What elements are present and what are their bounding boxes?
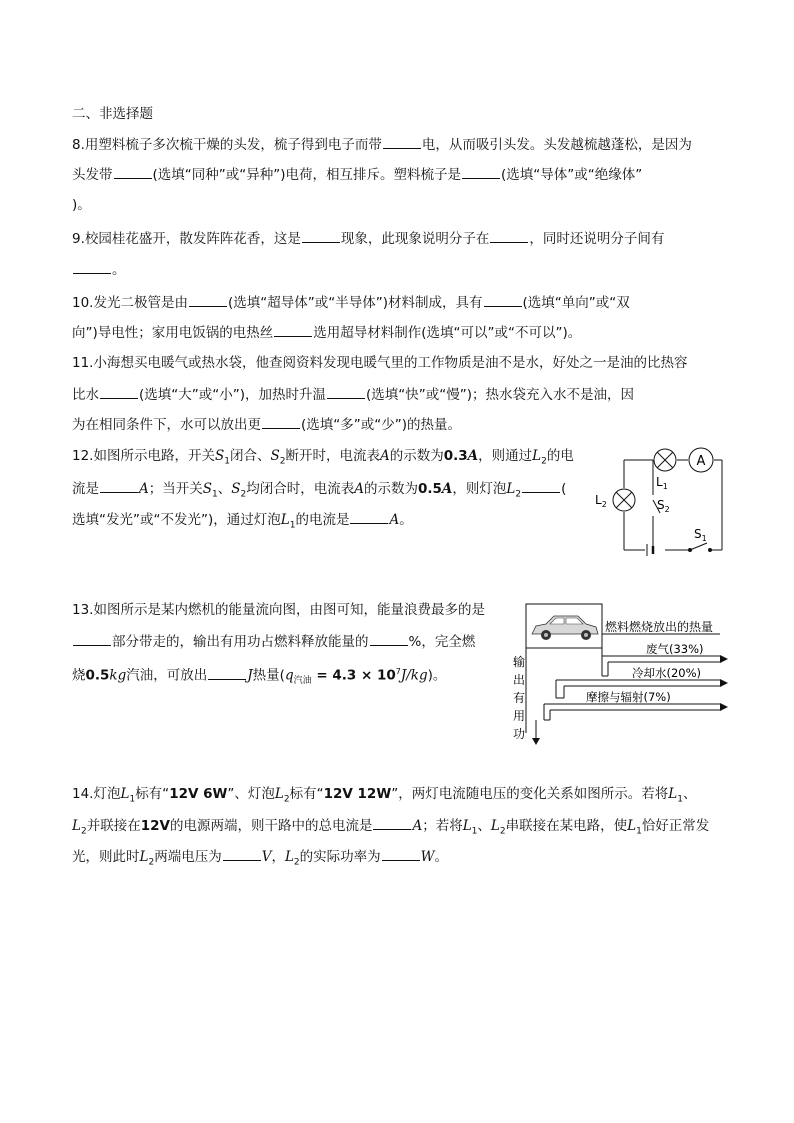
answer-blank[interactable]: [302, 228, 340, 243]
svg-text:有: 有: [513, 691, 526, 705]
q11-line-3: 为在相同条件下，水可以放出更 (选填“多”或“少”)的热量。: [72, 414, 461, 435]
label-cooling-water: 冷却水(20%): [632, 666, 702, 680]
energy-flow-diagram: [508, 600, 738, 745]
answer-blank[interactable]: [350, 509, 388, 524]
answer-blank[interactable]: [490, 228, 528, 243]
answer-blank[interactable]: [522, 478, 560, 493]
svg-text:出: 出: [513, 673, 526, 687]
answer-blank[interactable]: [100, 478, 138, 493]
answer-blank[interactable]: [73, 631, 111, 646]
svg-text:L1: $L_1$: [656, 475, 668, 491]
answer-blank[interactable]: [73, 259, 111, 274]
q13-line-2: 部分带走的，输出有用功占燃料释放能量的 %，完全燃: [72, 631, 475, 652]
answer-blank[interactable]: [327, 384, 365, 399]
q12-line-2: 流是 A；当开关$S_1$、$S_2$均闭合时，电流表A的示数为0.5A，则灯泡$L_2$ (: [72, 478, 566, 505]
svg-text:S2: $S_2$: [657, 498, 670, 514]
answer-blank[interactable]: [262, 414, 300, 429]
switch-s1: [689, 543, 712, 552]
section-title: 二、非选择题: [72, 106, 153, 122]
answer-blank[interactable]: [208, 665, 246, 680]
ammeter: [689, 448, 713, 472]
svg-text:S1: $S_1$: [694, 527, 707, 543]
q14-line-2: $L_2$并联接在12V的电源两端，则干路中的总电流是 A；若将$L_1$、$L_2$串联接在某电路，使$L_1$恰好正常发: [72, 815, 709, 842]
q8-line-2: 头发带 (选填“同种”或“异种”)电荷，相互排斥。塑料梳子是 (选填“导体”或“绝缘体”: [72, 164, 642, 185]
q12-line-3: 选填“发光”或“不发光”)，通过灯泡$L_1$的电流是 A。: [72, 509, 413, 536]
q13-line-1: 13.如图所示是某内燃机的能量流向图，由图可知，能量浪费最多的是: [72, 602, 485, 618]
lamp-l1: [654, 449, 676, 471]
car-icon: [532, 616, 598, 640]
answer-blank[interactable]: [383, 134, 421, 149]
answer-blank[interactable]: [114, 164, 152, 179]
answer-blank[interactable]: [189, 292, 227, 307]
q12-line-1: 12.如图所示电路，开关$S_1$闭合、$S_2$断开时，电流表A的示数为0.3A，则通过$L_2$的电: [72, 448, 574, 467]
battery: [647, 544, 653, 556]
q8-line-3: )。: [72, 197, 91, 213]
label-fuel-heat: 燃料燃烧放出的热量: [605, 620, 714, 634]
q14-line-1: 14.灯泡$L_1$标有“12V 6W”、灯泡$L_2$标有“12V 12W”，两灯电流随电压的变化关系如图所示。若将$L_1$、: [72, 786, 697, 805]
svg-text:L2: $L_2$: [595, 493, 607, 509]
lamp-l2: [613, 489, 635, 511]
q9-line-1: 9.校园桂花盛开，散发阵阵花香，这是 现象，此现象说明分子在 ，同时还说明分子间有: [72, 228, 664, 249]
label-useful-work: [513, 654, 525, 741]
svg-text:用: 用: [513, 709, 526, 723]
answer-blank[interactable]: [373, 815, 411, 830]
q11-line-1: 11.小海想买电暖气或热水袋，他查阅资料发现电暖气里的工作物质是油不是水，好处之一是油的比热容: [72, 355, 688, 371]
svg-text:功: 功: [513, 727, 526, 741]
answer-blank[interactable]: [100, 384, 138, 399]
svg-text:输: 输: [513, 655, 526, 669]
q14-line-3: 光，则此时$L_2$两端电压为 V，$L_2$的实际功率为 W。: [72, 846, 448, 873]
answer-blank[interactable]: [462, 164, 500, 179]
answer-blank[interactable]: [370, 631, 408, 646]
label-waste-gas: 废气(33%): [646, 642, 704, 656]
q10-line-2: 向”)导电性；家用电饭锅的电热丝 选用超导材料制作(选填“可以”或“不可以”)。: [72, 322, 581, 343]
answer-blank[interactable]: [484, 292, 522, 307]
answer-blank[interactable]: [274, 322, 312, 337]
answer-blank[interactable]: [382, 846, 420, 861]
q11-line-2: 比水 (选填“大”或“小”)，加热时升温 (选填“快”或“慢”)；热水袋充入水不是油，因: [72, 384, 634, 405]
q10-line-1: 10.发光二极管是由 (选填“超导体”或“半导体”)材料制成，具有 (选填“单向”或“双: [72, 292, 630, 313]
circuit-diagram: [590, 440, 750, 560]
ammeter-label: A: [696, 454, 706, 469]
q8-line-1: 8.用塑料梳子多次梳干燥的头发，梳子得到电子而带 电，从而吸引头发。头发越梳越蓬松，是因为: [72, 134, 692, 155]
q9-line-2: 。: [72, 259, 126, 280]
label-friction: 摩擦与辐射(7%): [586, 690, 671, 704]
q13-line-3: 烧0.5kg汽油，可放出 J热量$(q_{汽油} = 4.3 \times 10^7J/kg)$。: [72, 662, 446, 691]
answer-blank[interactable]: [223, 846, 261, 861]
